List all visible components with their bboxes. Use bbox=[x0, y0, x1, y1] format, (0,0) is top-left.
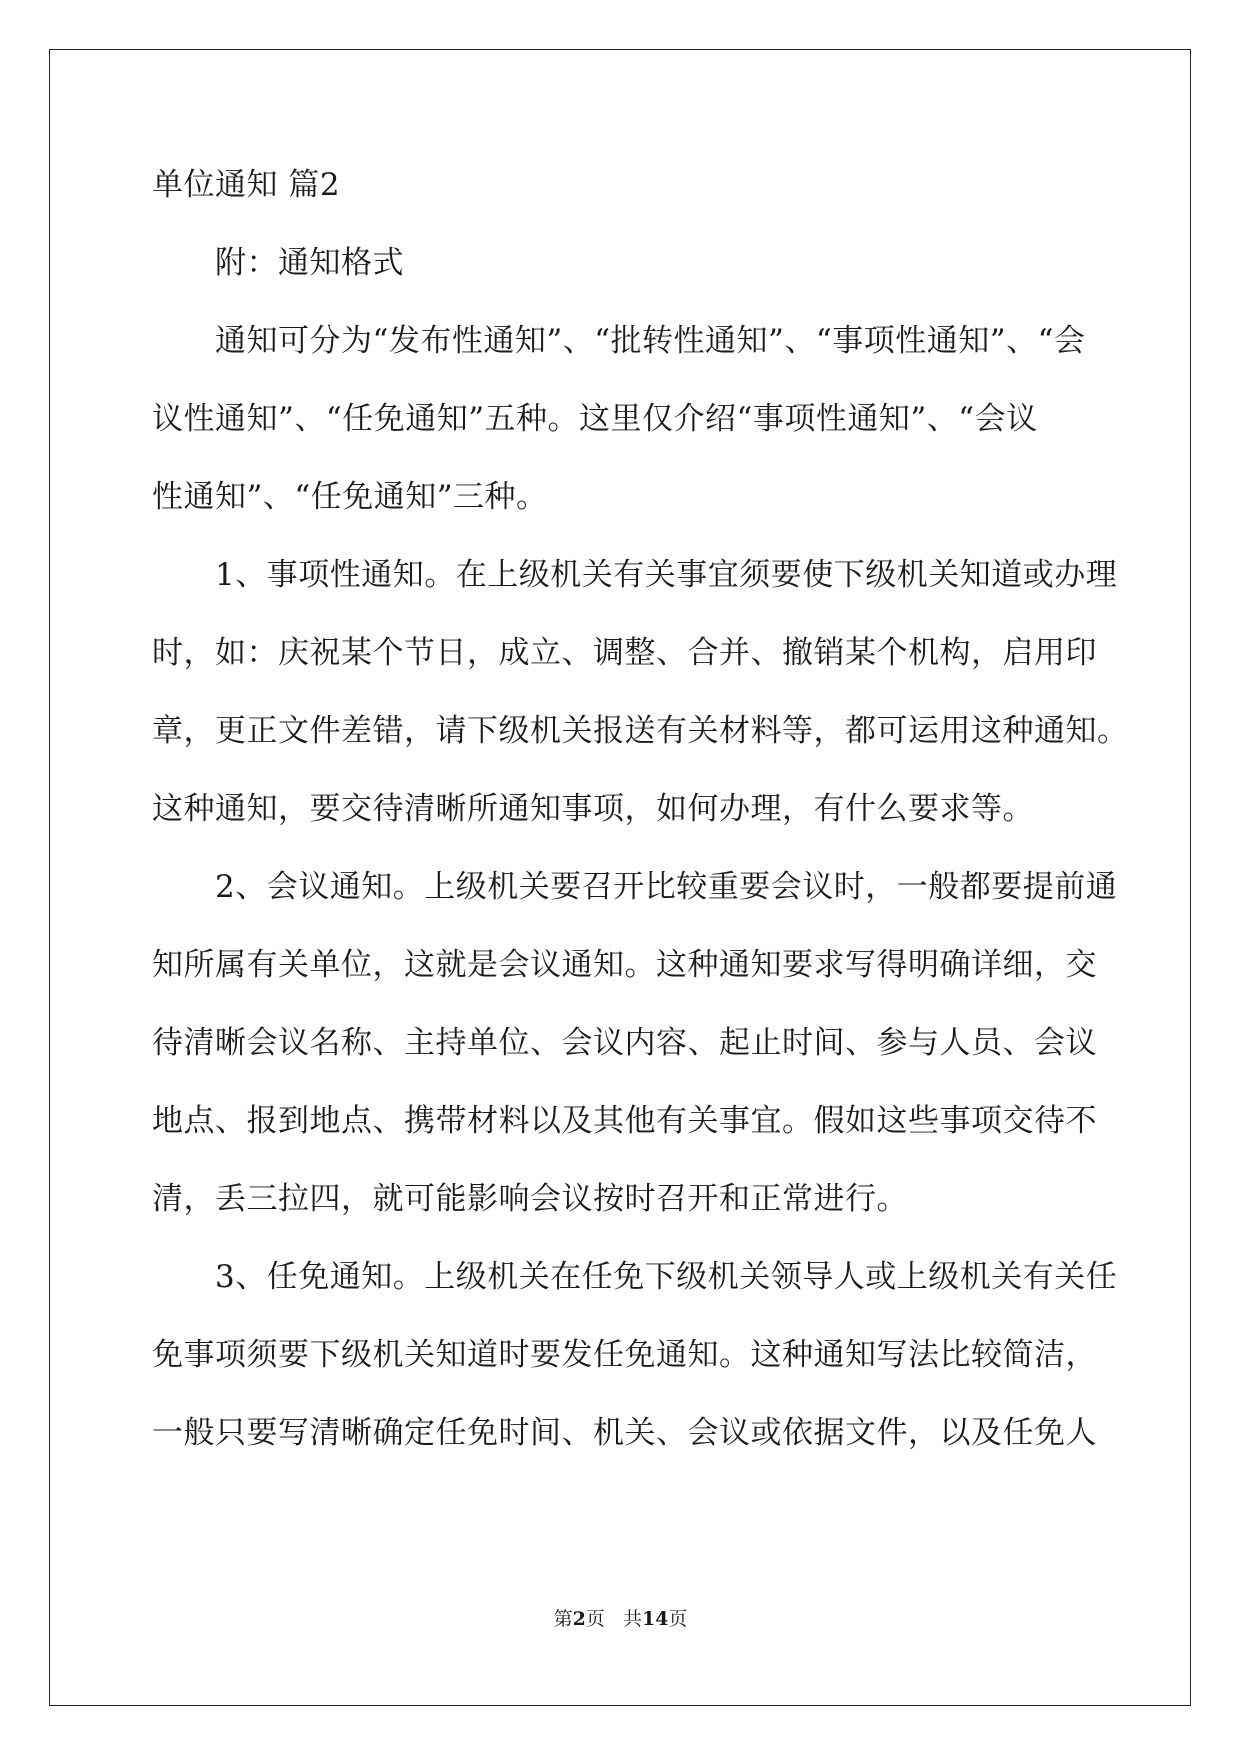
text-line: 清，丢三拉四，就可能影响会议按时召开和正常进行。 bbox=[152, 1181, 908, 1217]
total-page-number: 14 bbox=[641, 1608, 669, 1630]
text-line: 地点、报到地点、携带材料以及其他有关事宜。假如这些事项交待不 bbox=[152, 1103, 1097, 1139]
text-line: 免事项须要下级机关知道时要发任免通知。这种通知写法比较简洁， bbox=[152, 1337, 1097, 1373]
footer-page-suffix: 页 bbox=[585, 1608, 605, 1630]
text-line: 知所属有关单位，这就是会议通知。这种通知要求写得明确详细，交 bbox=[152, 947, 1097, 983]
text-line: 待清晰会议名称、主持单位、会议内容、起止时间、参与人员、会议 bbox=[152, 1025, 1097, 1061]
text-line: 性通知”、“任免通知”三种。 bbox=[152, 479, 548, 515]
text-line: 议性通知”、“任免通知”五种。这里仅介绍“事项性通知”、“会议 bbox=[152, 401, 1038, 437]
text-line: 这种通知，要交待清晰所通知事项，如何办理，有什么要求等。 bbox=[152, 791, 1034, 827]
document-title: 单位通知 篇2 bbox=[152, 167, 341, 203]
text-line: 附：通知格式 bbox=[152, 245, 404, 281]
text-line: 1、事项性通知。在上级机关有关事宜须要使下级机关知道或办理 bbox=[152, 557, 1118, 593]
footer-total-prefix: 共 bbox=[622, 1608, 642, 1630]
text-line: 通知可分为“发布性通知”、“批转性通知”、“事项性通知”、“会 bbox=[152, 323, 1086, 359]
text-line: 章，更正文件差错，请下级机关报送有关材料等，都可运用这种通知。 bbox=[152, 713, 1129, 749]
text-line: 3、任免通知。上级机关在任免下级机关领导人或上级机关有关任 bbox=[152, 1259, 1118, 1295]
text-line: 时，如：庆祝某个节日，成立、调整、合并、撤销某个机构，启用印 bbox=[152, 635, 1097, 671]
text-line: 2、会议通知。上级机关要召开比较重要会议时，一般都要提前通 bbox=[152, 869, 1118, 905]
text-line: 一般只要写清晰确定任免时间、机关、会议或依据文件，以及任免人 bbox=[152, 1415, 1097, 1451]
footer-prefix: 第 bbox=[553, 1608, 573, 1630]
footer-total-suffix: 页 bbox=[668, 1608, 688, 1630]
page-footer bbox=[0, 1604, 1241, 1631]
current-page-number: 2 bbox=[572, 1608, 586, 1630]
